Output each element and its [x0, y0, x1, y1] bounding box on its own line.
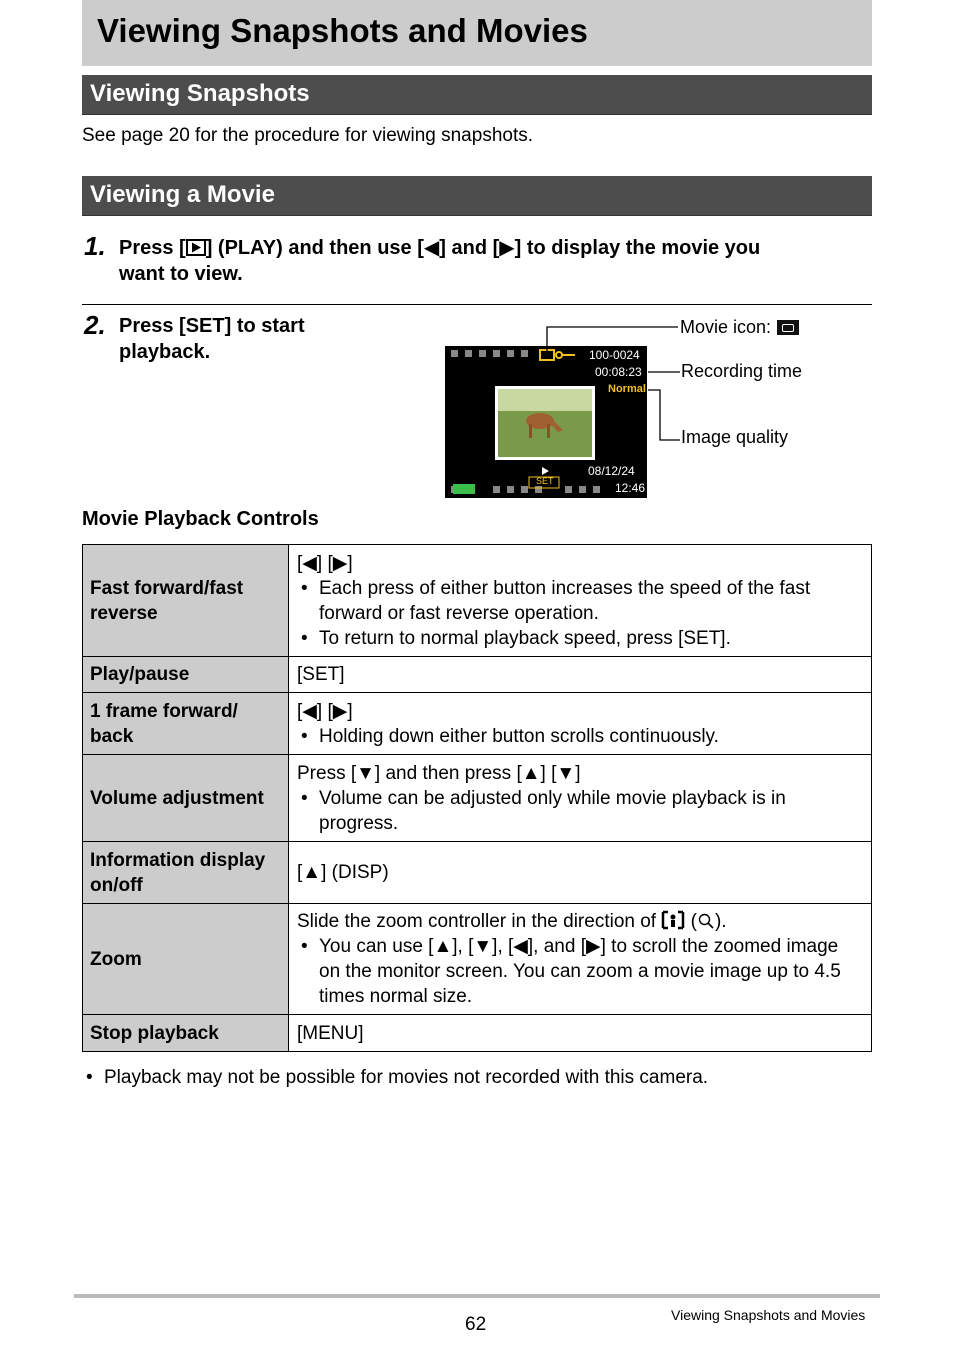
screen-image-quality: Normal	[608, 383, 646, 395]
playback-note	[82, 1067, 708, 1089]
control-keys	[297, 909, 863, 934]
table-row	[83, 904, 872, 1015]
callout-image-quality: Image quality	[681, 427, 789, 447]
bullet-text: Volume can be adjusted only while movie playback is in progress.	[319, 787, 786, 834]
table-row	[83, 693, 872, 755]
control-label: Stop playback	[83, 1015, 289, 1052]
control-label: Fast forward/fast reverse	[83, 545, 289, 657]
note-text: Playback may not be possible for movies not recorded with this camera.	[104, 1067, 709, 1088]
zoom-keys-text: Slide the zoom controller in the direction of	[297, 911, 662, 932]
screen-recording-time: 00:08:23	[595, 365, 642, 379]
page-number: 62	[465, 1314, 487, 1335]
control-label: Play/pause	[83, 657, 289, 693]
control-keys: [◀] [▶]	[297, 552, 353, 574]
control-description	[289, 755, 872, 842]
control-description	[289, 657, 872, 693]
movie-icon	[777, 320, 799, 335]
callout-movie-icon	[680, 317, 799, 338]
control-label: Volume adjustment	[83, 755, 289, 842]
control-label: Zoom	[83, 904, 289, 1015]
step-number-2: 2.	[84, 310, 106, 340]
section-title-viewing-snapshots: Viewing Snapshots	[90, 80, 310, 107]
table-row	[83, 657, 872, 693]
callout-lines	[540, 320, 685, 445]
zoom-tele-icon	[661, 910, 685, 930]
list-item: • You can use [▲], [▼], [◀], and [▶] to scroll the zoomed image on the monitor screen. You can zoom a movie image up to 4.5 times normal size.	[297, 934, 863, 1009]
snapshots-reference-text: See page 20 for the procedure for viewing snapshots.	[82, 125, 534, 146]
control-keys: [MENU]	[297, 1022, 364, 1044]
bullet-text: Each press of either button increases the speed of the fast forward or fast reverse operation.	[319, 577, 811, 624]
list-item: • Each press of either button increases the speed of the fast forward or fast reverse operation.	[297, 576, 863, 626]
step-1-text-part1: Press [	[119, 237, 186, 259]
control-keys: [◀] [▶]	[297, 700, 353, 722]
zoom-keys-paren: (	[685, 911, 697, 932]
control-description	[289, 545, 872, 657]
control-keys: Press [▼] and then press [▲] [▼]	[297, 762, 581, 784]
control-description	[289, 1015, 872, 1052]
step-1-text	[119, 235, 869, 287]
step-2-text	[119, 313, 305, 365]
controls-table	[82, 544, 872, 1052]
zoom-keys-end: ).	[714, 911, 727, 932]
page-title: Viewing Snapshots and Movies	[97, 12, 588, 49]
control-description	[289, 842, 872, 904]
list-item: • Holding down either button scrolls continuously.	[301, 725, 719, 747]
note-bullet: •	[86, 1067, 93, 1088]
controls-heading: Movie Playback Controls	[82, 508, 319, 530]
table-row	[83, 842, 872, 904]
screen-clock: 12:46	[615, 481, 646, 495]
bullet-text: You can use [▲], [▼], [◀], and [▶] to scroll the zoomed image on the monitor screen. You can zoom a movie image up to 4.5 times normal size.	[319, 936, 841, 1007]
step-number-1: 1.	[84, 231, 106, 261]
step-1-text-part2: ] (PLAY) and then use [◀] and [▶] to display the movie you	[205, 237, 761, 259]
control-keys: [▲] (DISP)	[297, 862, 389, 883]
step-2-text-line1: Press [SET] to start	[119, 315, 305, 337]
footer-rule	[74, 1294, 880, 1298]
magnifier-icon	[697, 912, 715, 930]
control-label: Information display on/off	[83, 842, 289, 904]
list-item: • Volume can be adjusted only while movie playback is in progress.	[297, 786, 863, 836]
table-row	[83, 755, 872, 842]
control-label: 1 frame forward/ back	[83, 693, 289, 755]
section-title-viewing-movie: Viewing a Movie	[90, 181, 275, 208]
control-keys: [SET]	[297, 664, 345, 685]
screen-set-label: SET	[536, 476, 554, 486]
bullet-text: To return to normal playback speed, press [SET].	[319, 627, 731, 649]
callout-recording-time: Recording time	[681, 361, 803, 381]
screen-date: 08/12/24	[588, 464, 635, 478]
step-1-text-line2: want to view.	[119, 263, 243, 285]
control-description	[289, 693, 872, 755]
step-divider	[82, 304, 872, 305]
footer-running-title: Viewing Snapshots and Movies	[671, 1307, 866, 1323]
callout-movie-icon-label: Movie icon:	[680, 317, 772, 337]
play-icon	[186, 239, 206, 256]
screen-file-number: 100-0024	[589, 348, 640, 362]
control-description	[289, 904, 872, 1015]
step-2-text-line2: playback.	[119, 341, 211, 363]
list-item: • To return to normal playback speed, press [SET].	[301, 627, 731, 649]
bullet-text: Holding down either button scrolls continuously.	[319, 725, 719, 747]
table-row	[83, 545, 872, 657]
table-row	[83, 1015, 872, 1052]
